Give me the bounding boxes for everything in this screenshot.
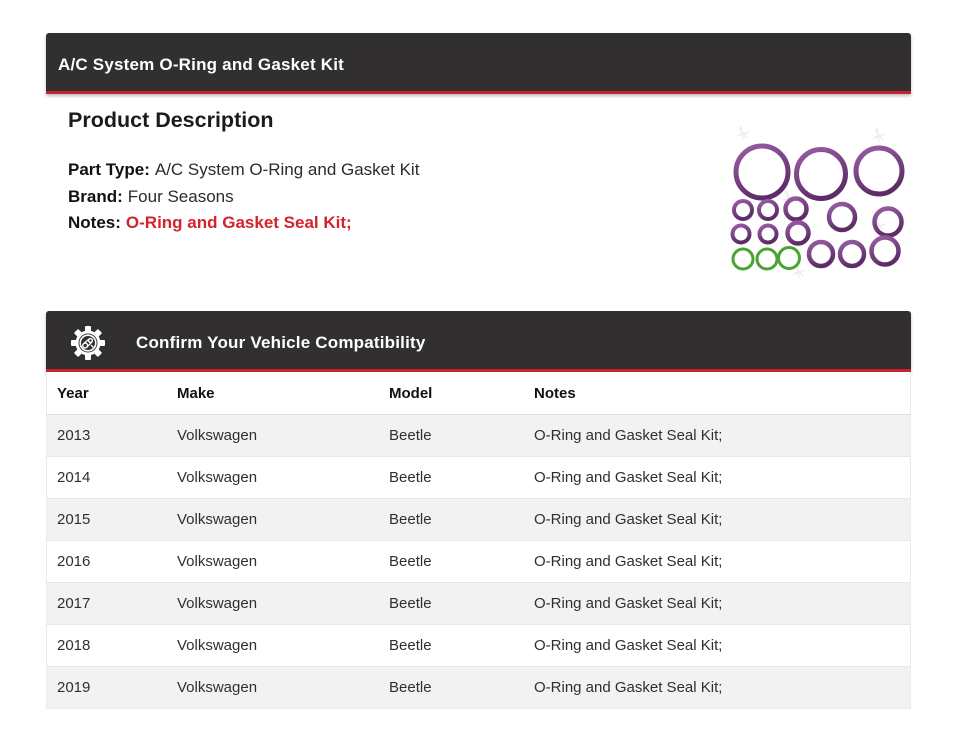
field-notes <box>68 210 448 237</box>
product-description-section <box>46 108 911 322</box>
table-cell: Volkswagen <box>167 415 379 457</box>
table-cell: Beetle <box>379 415 524 457</box>
section-title-product-description: Product Description <box>68 108 274 132</box>
product-fields <box>68 157 448 237</box>
table-cell: 2019 <box>47 667 168 709</box>
column-header-year: Year <box>47 372 168 415</box>
table-row <box>47 415 911 457</box>
table-row <box>47 667 911 709</box>
table-cell: O-Ring and Gasket Seal Kit; <box>524 541 911 583</box>
table-cell: 2017 <box>47 583 168 625</box>
field-value-notes: O-Ring and Gasket Seal Kit; <box>125 213 352 232</box>
field-label: Brand: <box>68 186 123 206</box>
compatibility-table <box>46 372 911 709</box>
table-cell: 2018 <box>47 625 168 667</box>
field-part-type <box>68 157 448 184</box>
table-cell: O-Ring and Gasket Seal Kit; <box>524 667 911 709</box>
product-title: A/C System O-Ring and Gasket Kit <box>58 54 345 74</box>
compatibility-card <box>46 311 911 709</box>
table-cell: O-Ring and Gasket Seal Kit; <box>524 415 911 457</box>
table-cell: Volkswagen <box>167 625 379 667</box>
column-header-model: Model <box>379 372 524 415</box>
table-cell: 2013 <box>47 415 168 457</box>
table-cell: 2016 <box>47 541 168 583</box>
table-cell: 2015 <box>47 499 168 541</box>
compatibility-title-bar <box>46 311 911 372</box>
table-cell: O-Ring and Gasket Seal Kit; <box>524 583 911 625</box>
table-cell: Beetle <box>379 583 524 625</box>
table-cell: O-Ring and Gasket Seal Kit; <box>524 625 911 667</box>
product-title-bar <box>46 33 911 94</box>
field-label: Part Type: <box>68 160 150 179</box>
field-value: A/C System O-Ring and Gasket Kit <box>154 160 420 179</box>
table-row <box>47 457 911 499</box>
field-value: Four Seasons <box>127 186 234 206</box>
watermark <box>873 128 885 142</box>
table-row <box>47 541 911 583</box>
compat-table-body <box>47 415 911 709</box>
table-cell: Volkswagen <box>167 541 379 583</box>
table-cell: Volkswagen <box>167 457 379 499</box>
table-cell: Beetle <box>379 541 524 583</box>
product-card <box>46 33 911 322</box>
table-cell: Volkswagen <box>167 499 379 541</box>
column-header-make: Make <box>167 372 379 415</box>
table-cell: Beetle <box>379 499 524 541</box>
table-cell: Volkswagen <box>167 583 379 625</box>
table-row <box>47 499 911 541</box>
table-cell: Beetle <box>379 667 524 709</box>
gear-icon <box>70 325 106 361</box>
table-cell: O-Ring and Gasket Seal Kit; <box>524 499 911 541</box>
table-cell: 2014 <box>47 457 168 499</box>
table-header-row <box>47 372 911 415</box>
compat-table-head <box>47 372 911 415</box>
column-header-notes: Notes <box>524 372 911 415</box>
watermark <box>737 126 749 140</box>
field-label: Notes: <box>68 213 121 232</box>
field-brand <box>68 184 448 211</box>
table-row <box>47 625 911 667</box>
table-cell: O-Ring and Gasket Seal Kit; <box>524 457 911 499</box>
table-cell: Volkswagen <box>167 667 379 709</box>
compatibility-title: Confirm Your Vehicle Compatibility <box>136 332 426 352</box>
product-image-o-rings <box>725 120 911 282</box>
table-cell: Beetle <box>379 457 524 499</box>
table-row <box>47 583 911 625</box>
table-cell: Beetle <box>379 625 524 667</box>
